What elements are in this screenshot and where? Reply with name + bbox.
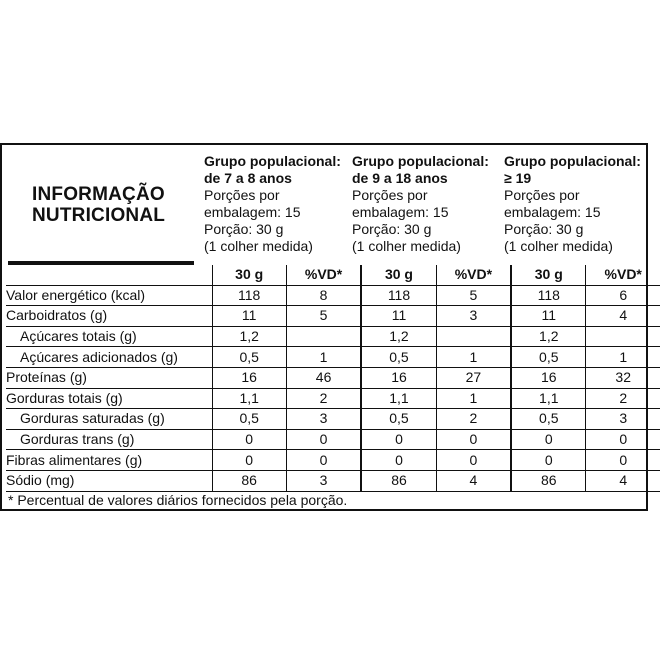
group-heading: Grupo populacional: [504,153,641,169]
vd-cell: 2 [586,388,660,409]
amount-cell: 0 [511,450,586,471]
group-age: de 7 a 8 anos [204,170,292,186]
amount-cell: 0,5 [511,347,586,368]
amount-cell: 11 [511,306,586,327]
group-portion-measure: (1 colher medida) [204,238,313,254]
group-portion: Porção: 30 g [352,221,432,237]
amount-cell: 118 [361,285,436,306]
vd-cell: 1 [286,347,361,368]
group-header-7-8 [204,153,352,255]
vd-cell [286,326,361,347]
nutrient-label: Carboidratos (g) [6,306,212,327]
table-row [6,367,660,388]
vd-header: %VD* [436,265,511,285]
amount-cell: 1,2 [212,326,286,347]
amount-header: 30 g [361,265,436,285]
amount-cell: 1,2 [511,326,586,347]
vd-cell: 4 [586,306,660,327]
vd-cell: 1 [436,347,511,368]
group-heading: Grupo populacional: [352,153,489,169]
vd-header: %VD* [286,265,361,285]
vd-cell: 0 [436,450,511,471]
nutrition-table [6,265,660,492]
vd-cell: 46 [286,367,361,388]
nutrient-label: Proteínas (g) [6,367,212,388]
table-row [6,409,660,430]
amount-cell: 86 [212,470,286,491]
amount-cell: 16 [361,367,436,388]
vd-cell: 27 [436,367,511,388]
amount-cell: 0 [511,429,586,450]
group-portion-measure: (1 colher medida) [504,238,613,254]
vd-header: %VD* [586,265,660,285]
nutrient-label: Sódio (mg) [6,470,212,491]
vd-cell: 3 [286,470,361,491]
amount-cell: 0,5 [361,409,436,430]
amount-cell: 0 [212,429,286,450]
vd-cell: 6 [586,285,660,306]
group-servings: Porções por [504,187,580,203]
vd-cell: 32 [586,367,660,388]
group-header-9-18 [352,153,500,255]
amount-cell: 1,2 [361,326,436,347]
footnote: * Percentual de valores diários fornecidos pela porção. [8,492,348,508]
amount-cell: 118 [511,285,586,306]
vd-cell: 3 [286,409,361,430]
amount-header: 30 g [511,265,586,285]
group-portion: Porção: 30 g [204,221,284,237]
vd-cell: 0 [586,429,660,450]
table-row [6,450,660,471]
amount-cell: 1,1 [511,388,586,409]
vd-cell: 0 [436,429,511,450]
amount-cell: 0,5 [361,347,436,368]
table-row [6,326,660,347]
vd-cell: 3 [586,409,660,430]
vd-cell: 0 [586,450,660,471]
group-heading: Grupo populacional: [204,153,341,169]
group-age: de 9 a 18 anos [352,170,448,186]
amount-cell: 11 [361,306,436,327]
group-servings: Porções por [204,187,280,203]
vd-cell: 1 [586,347,660,368]
nutrient-label: Açúcares adicionados (g) [6,347,212,368]
vd-cell: 3 [436,306,511,327]
amount-cell: 16 [511,367,586,388]
group-header-19-plus [504,153,652,255]
title-line-1: INFORMAÇÃO [32,184,165,205]
amount-cell: 86 [361,470,436,491]
nutrient-label: Gorduras trans (g) [6,429,212,450]
group-portion: Porção: 30 g [504,221,584,237]
vd-cell: 8 [286,285,361,306]
group-servings-count: embalagem: 15 [504,204,601,220]
panel-title [32,184,165,226]
table-row [6,306,660,327]
table-row [6,429,660,450]
table-row [6,388,660,409]
group-servings-count: embalagem: 15 [204,204,301,220]
amount-cell: 0,5 [212,347,286,368]
amount-cell: 1,1 [361,388,436,409]
amount-header: 30 g [212,265,286,285]
title-line-2: NUTRICIONAL [32,205,166,226]
group-servings-count: embalagem: 15 [352,204,449,220]
vd-cell: 2 [286,388,361,409]
amount-cell: 118 [212,285,286,306]
vd-cell: 5 [436,285,511,306]
table-row [6,470,660,491]
amount-cell: 0,5 [212,409,286,430]
vd-cell: 4 [436,470,511,491]
vd-cell: 0 [286,429,361,450]
amount-cell: 0,5 [511,409,586,430]
amount-cell: 1,1 [212,388,286,409]
table-row [6,347,660,368]
vd-cell: 1 [436,388,511,409]
nutrient-label: Valor energético (kcal) [6,285,212,306]
group-portion-measure: (1 colher medida) [352,238,461,254]
vd-cell: 0 [286,450,361,471]
amount-cell: 16 [212,367,286,388]
blank-header-cell [6,265,212,285]
group-age: ≥ 19 [504,170,532,186]
vd-cell: 4 [586,470,660,491]
nutrient-label: Gorduras totais (g) [6,388,212,409]
nutrient-label: Açúcares totais (g) [6,326,212,347]
table-row [6,285,660,306]
amount-cell: 0 [361,429,436,450]
column-header-row [6,265,660,285]
amount-cell: 11 [212,306,286,327]
amount-cell: 0 [212,450,286,471]
nutrient-label: Gorduras saturadas (g) [6,409,212,430]
vd-cell: 5 [286,306,361,327]
group-servings: Porções por [352,187,428,203]
vd-cell: 2 [436,409,511,430]
vd-cell [586,326,660,347]
amount-cell: 86 [511,470,586,491]
amount-cell: 0 [361,450,436,471]
nutrient-label: Fibras alimentares (g) [6,450,212,471]
vd-cell [436,326,511,347]
